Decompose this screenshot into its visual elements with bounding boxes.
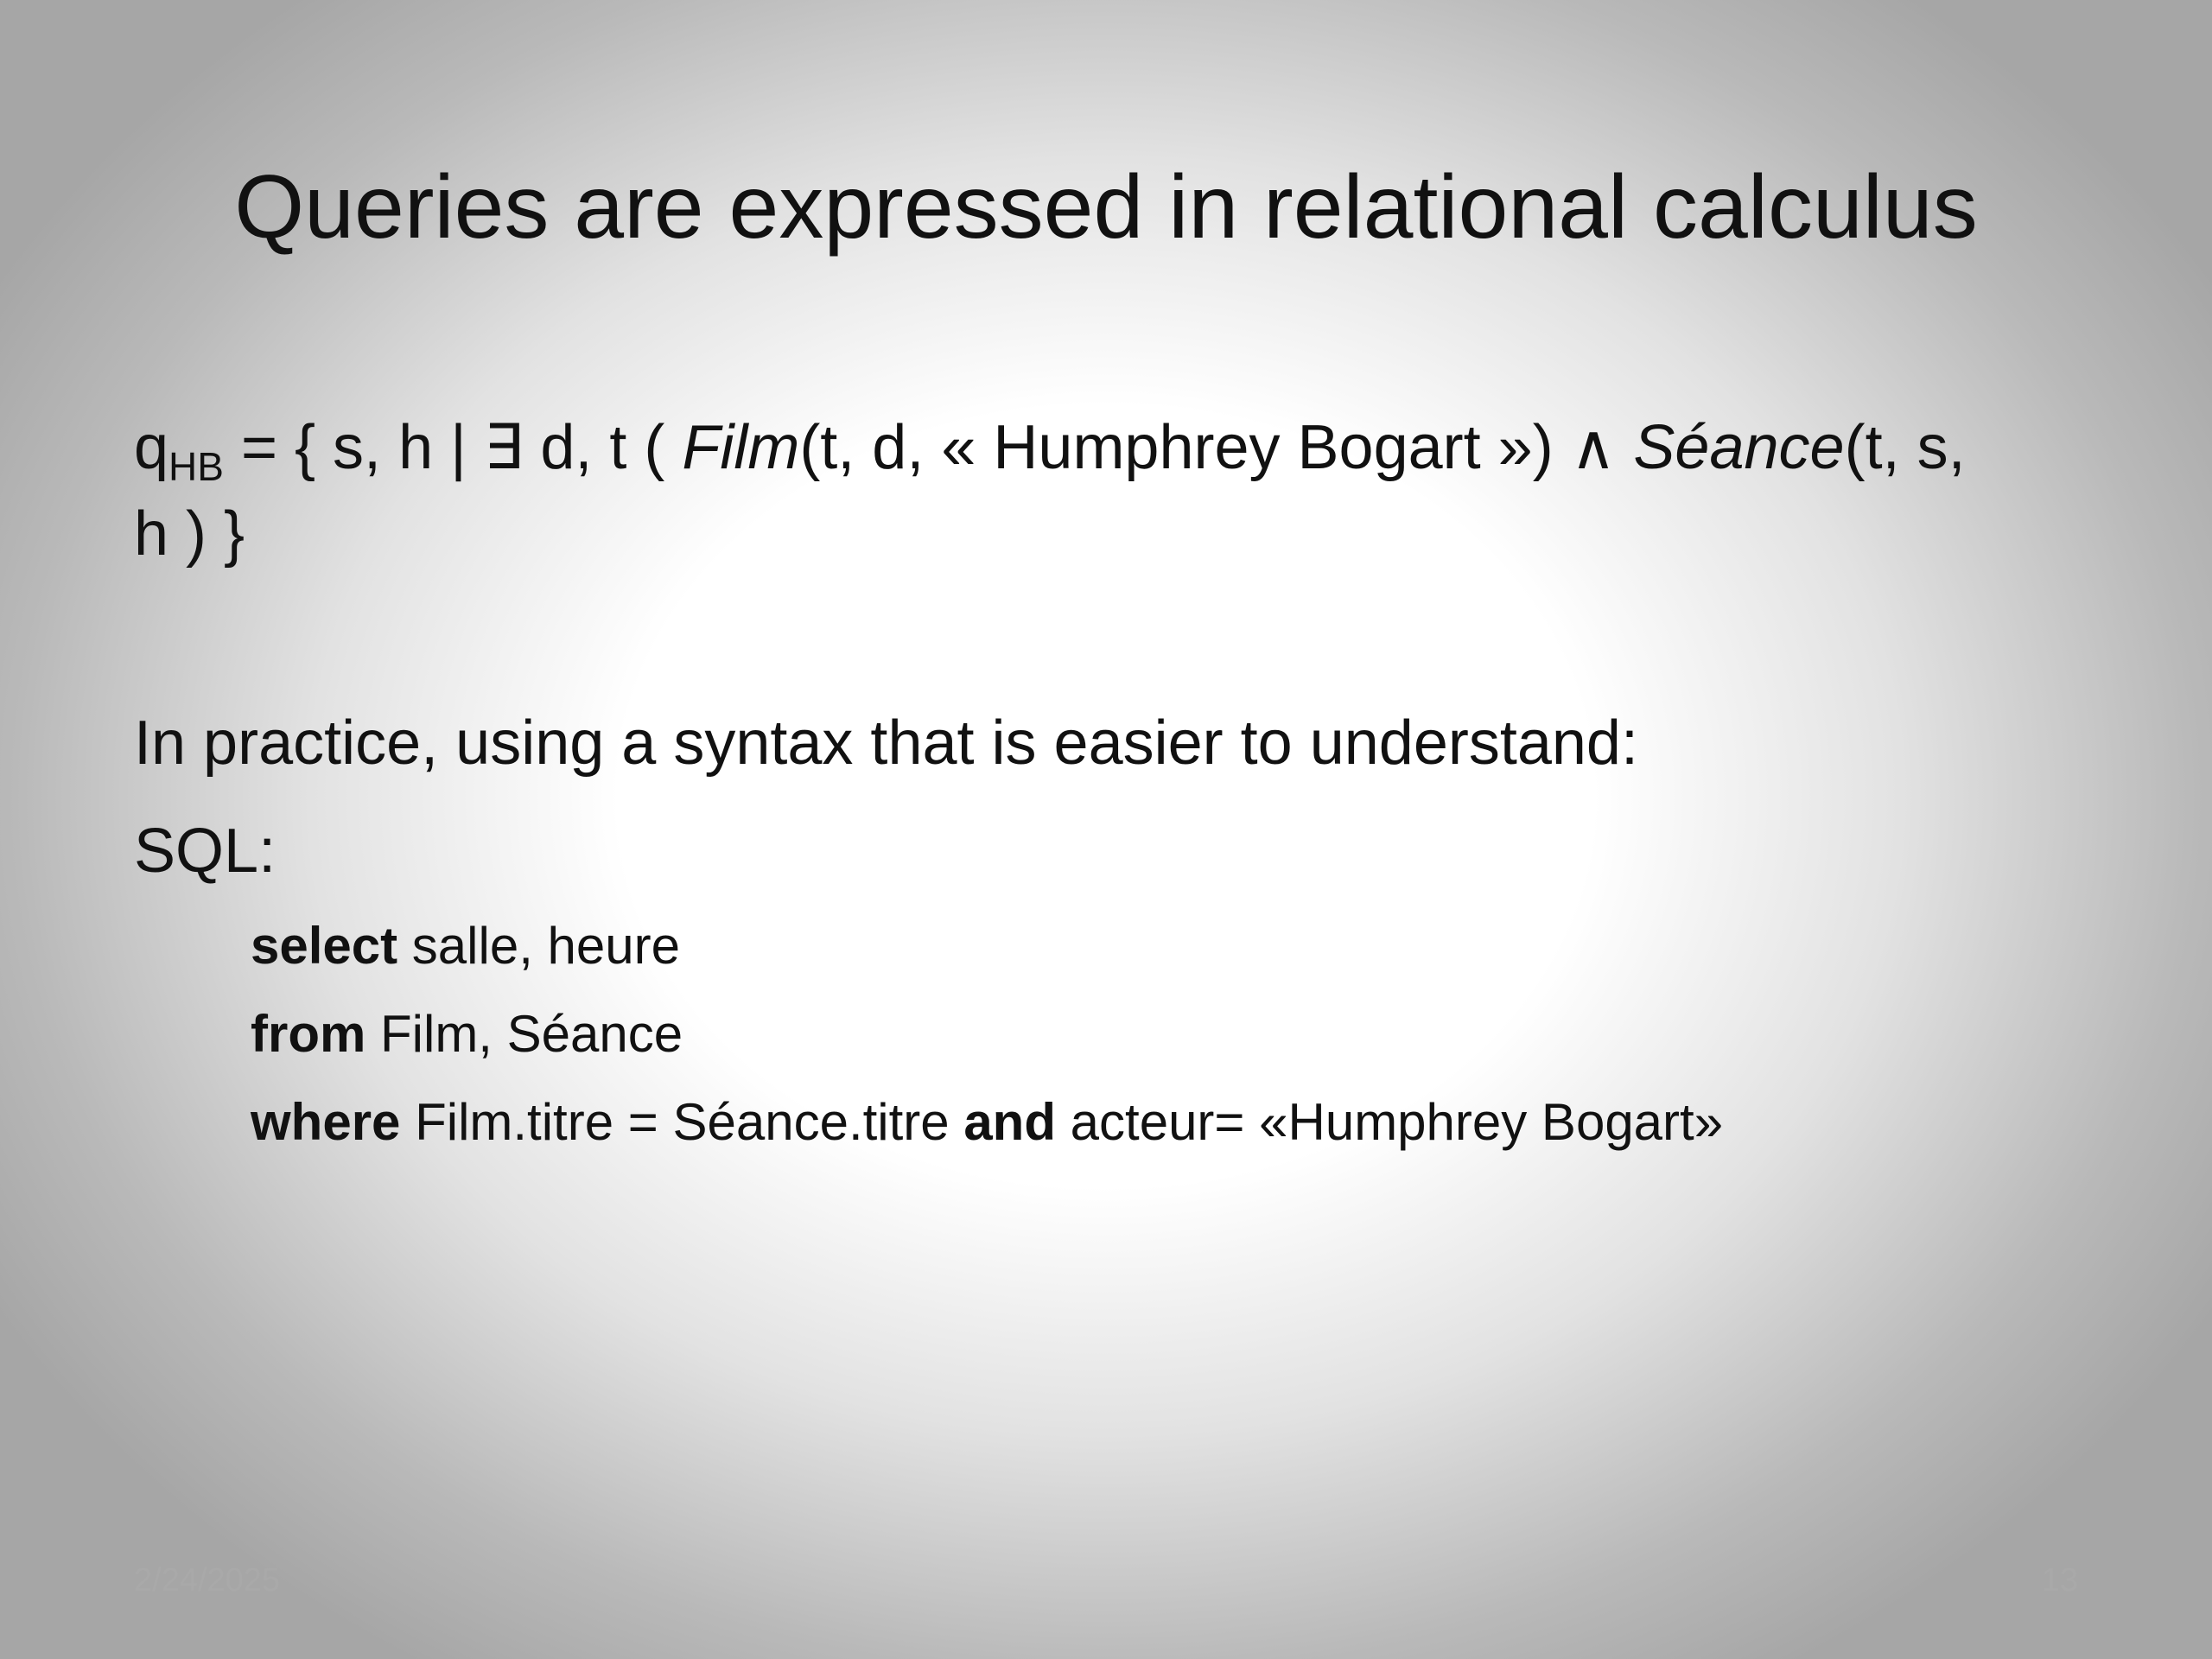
formula-q-subscript: HB [168,444,224,489]
formula-seance-relation: Séance [1633,413,1845,482]
slide-title: Queries are expressed in relational calculus [234,157,1978,257]
sql-select-columns: salle, heure [397,917,681,975]
formula-part-3: (t, s, [1844,413,1966,482]
sql-from-tables: Film, Séance [365,1005,683,1063]
sql-select-keyword: select [251,917,398,975]
formula-line-1 [134,404,2087,491]
formula-line-2: h ) } [134,499,245,569]
formula-q: q [134,413,169,482]
sql-where-keyword: where [251,1093,401,1151]
practice-text: In practice, using a syntax that is easier to understand: [134,709,1638,778]
relational-calculus-formula [134,404,2087,577]
sql-select-line [251,912,680,981]
sql-from-line [251,1000,683,1069]
sql-where-line [251,1088,1723,1157]
formula-film-relation: Film [682,413,800,482]
formula-part-1: = { s, h | ∃ d, t ( [223,413,683,482]
sql-from-keyword: from [251,1005,366,1063]
sql-and-condition: acteur= «Humphrey Bogart» [1055,1093,1724,1151]
sql-label: SQL: [134,817,276,886]
formula-part-2: (t, d, « Humphrey Bogart ») ∧ [799,413,1634,482]
sql-where-condition: Film.titre = Séance.titre [400,1093,964,1151]
footer-date: 2/24/2025 [134,1562,281,1599]
footer-page-number: 13 [2041,1562,2078,1599]
sql-and-keyword: and [963,1093,1056,1151]
